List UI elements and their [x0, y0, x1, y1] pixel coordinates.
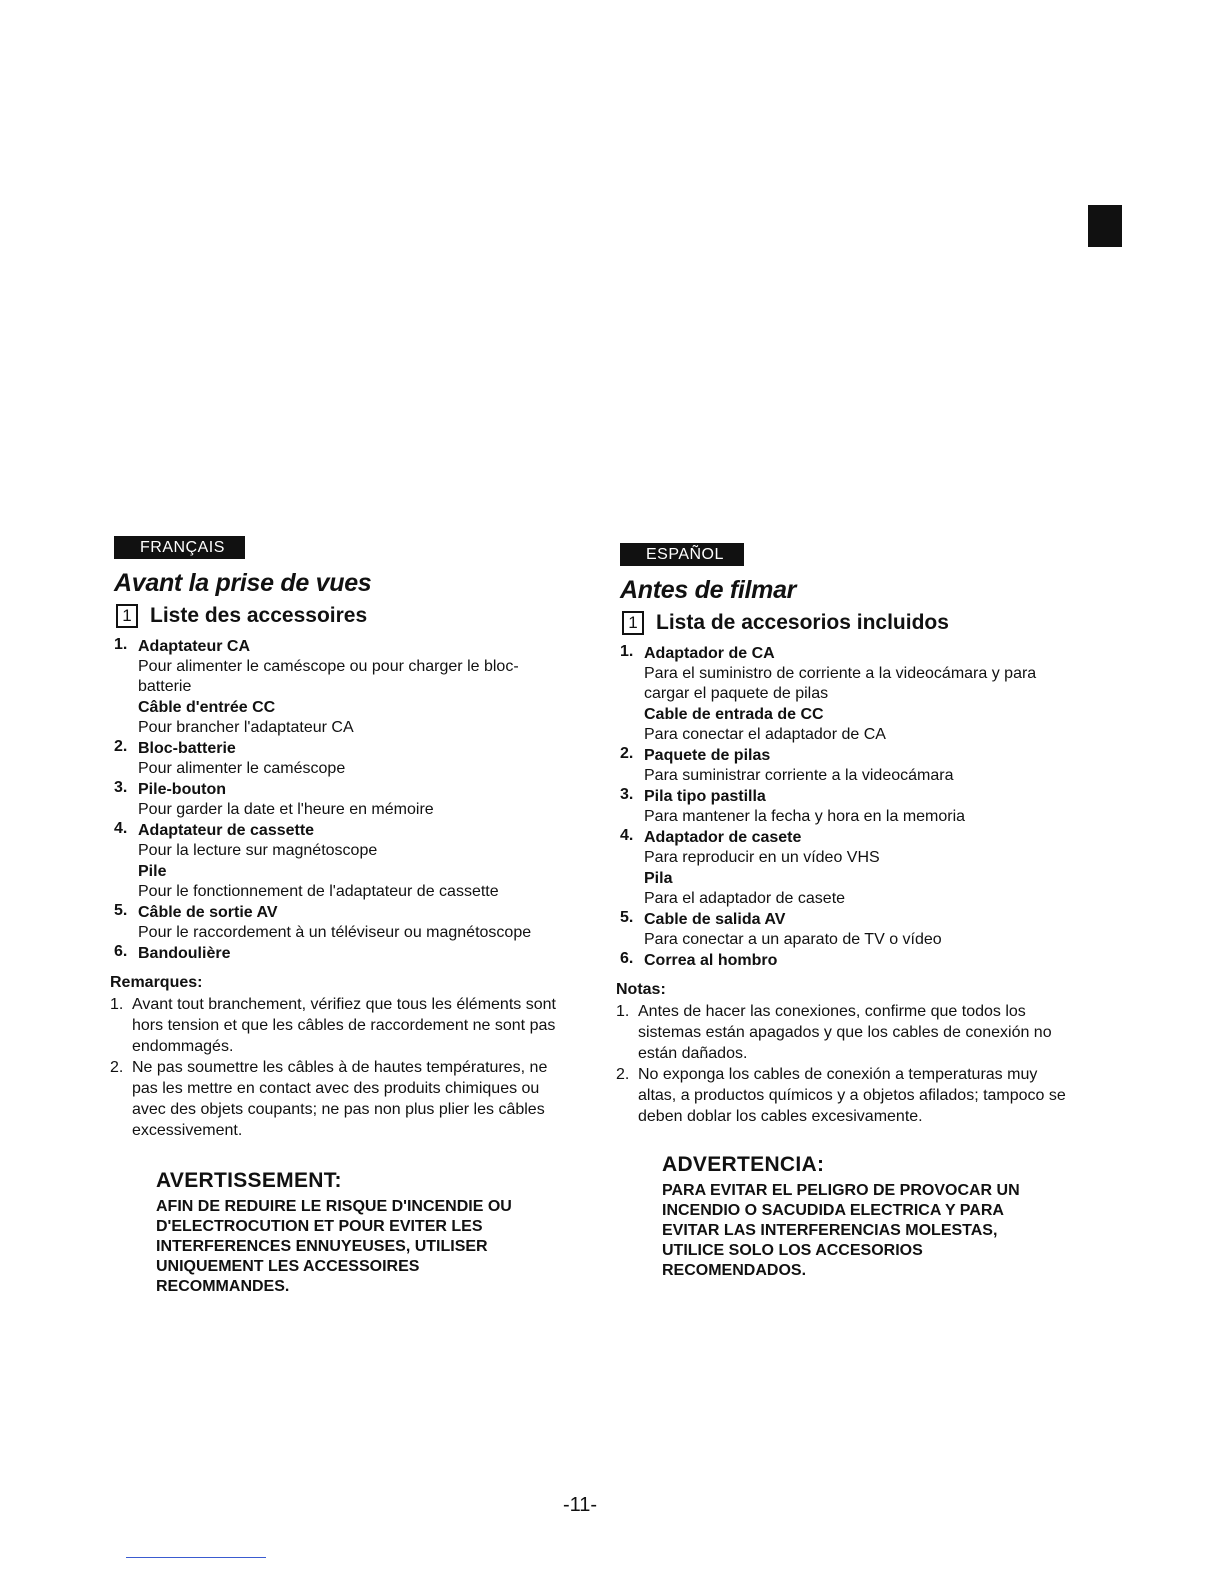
item-name: Cable de salida AV [644, 911, 786, 928]
list-item [614, 643, 1074, 745]
corner-tab-mark [1088, 205, 1122, 247]
note-text: No exponga los cables de conexión a temperaturas muy altas, a productos químicos y a objetos afilados; tampoco se deben doblar los cables excesivamente. [638, 1066, 1066, 1125]
note-text: Ne pas soumettre les câbles à de hautes températures, ne pas les mettre en contact avec des produits chimiques ou avec des objets coupants; ne pas non plus plier les câbles excessivement. [132, 1059, 548, 1139]
subsection-header-espanol [622, 611, 1074, 635]
section-number-box: 1 [622, 611, 644, 635]
warning-text: AFIN DE REDUIRE LE RISQUE D'INCENDIE OU D'ELECTROCUTION ET POUR EVITER LES INTERFERENCES ENNUYEUSES, UTILISER UNIQUEMENT LES ACCESSOIRES RECOMMANDES. [156, 1198, 512, 1295]
list-item [108, 902, 568, 943]
item-number: 5. [114, 902, 128, 919]
notes-title: Remarques: [110, 974, 203, 991]
item-number: 5. [620, 909, 634, 926]
page-title-francais: Avant la prise de vues [114, 569, 372, 597]
accessory-list-francais [108, 636, 568, 964]
note-number: 2. [616, 1066, 630, 1083]
item-number: 3. [114, 779, 128, 796]
warning-block-francais [156, 1169, 568, 1297]
item-number: 3. [620, 786, 634, 803]
item-number: 6. [114, 943, 128, 960]
item-name: Adaptateur CA [138, 638, 251, 655]
notes-list-espanol [614, 1001, 1074, 1127]
item-sub-description: Pour le fonctionnement de l'adaptateur de cassette [138, 883, 499, 900]
espanol-column [614, 543, 1074, 1281]
item-name: Correa al hombro [644, 952, 778, 969]
lang-badge-francais: FRANÇAIS [114, 536, 245, 559]
note-text: Avant tout branchement, vérifiez que tous les éléments sont hors tension et que les câbles de raccordement ne sont pas endommagés. [132, 996, 556, 1055]
list-item [108, 779, 568, 820]
list-item [108, 820, 568, 902]
page-number: -11- [562, 1494, 598, 1516]
item-name: Adaptador de casete [644, 829, 802, 846]
item-description: Pour garder la date et l'heure en mémoire [138, 801, 434, 818]
subsection-title: Liste des accessoires [150, 604, 368, 627]
item-description: Para suministrar corriente a la videocámara [644, 767, 954, 784]
note-item [614, 1064, 1074, 1127]
item-number: 2. [114, 738, 128, 755]
list-item [614, 950, 1074, 971]
notes-title: Notas: [616, 981, 666, 998]
warning-text: PARA EVITAR EL PELIGRO DE PROVOCAR UN INCENDIO O SACUDIDA ELECTRICA Y PARA EVITAR LAS INTERFERENCIAS MOLESTAS, UTILICE SOLO LOS ACCESORIOS RECOMENDADOS. [662, 1182, 1020, 1279]
francais-column [108, 536, 568, 1297]
footer-divider [126, 1557, 266, 1558]
note-number: 2. [110, 1059, 124, 1076]
list-item [108, 943, 568, 964]
note-item [108, 1057, 568, 1141]
warning-title: AVERTISSEMENT: [156, 1169, 342, 1192]
item-description: Pour alimenter le caméscope [138, 760, 346, 777]
item-sub-name: Câble d'entrée CC [138, 699, 276, 716]
item-description: Para el suministro de corriente a la videocámara y para cargar el paquete de pilas [644, 665, 1037, 702]
note-item [614, 1001, 1074, 1064]
list-item [614, 909, 1074, 950]
item-name: Pile-bouton [138, 781, 226, 798]
section-number-box: 1 [116, 604, 138, 628]
item-number: 2. [620, 745, 634, 762]
item-sub-description: Para el adaptador de casete [644, 890, 846, 907]
list-item [108, 636, 568, 738]
item-name: Adaptateur de cassette [138, 822, 315, 839]
item-name: Paquete de pilas [644, 747, 771, 764]
item-sub-name: Pile [138, 863, 167, 880]
item-sub-name: Pila [644, 870, 673, 887]
list-item [614, 827, 1074, 909]
item-description: Pour le raccordement à un téléviseur ou magnétoscope [138, 924, 532, 941]
item-number: 1. [114, 636, 128, 653]
note-text: Antes de hacer las conexiones, confirme que todos los sistemas están apagados y que los cables de conexión no están dañados. [638, 1003, 1052, 1062]
item-number: 1. [620, 643, 634, 660]
item-name: Câble de sortie AV [138, 904, 278, 921]
item-name: Adaptador de CA [644, 645, 775, 662]
subsection-title: Lista de accesorios incluidos [656, 611, 949, 634]
item-description: Para conectar a un aparato de TV o vídeo [644, 931, 942, 948]
item-name: Pila tipo pastilla [644, 788, 766, 805]
item-description: Pour la lecture sur magnétoscope [138, 842, 378, 859]
note-item [108, 994, 568, 1057]
item-name: Bandoulière [138, 945, 231, 962]
lang-badge-espanol: ESPAÑOL [620, 543, 744, 566]
item-sub-name: Cable de entrada de CC [644, 706, 824, 723]
page-title-espanol: Antes de filmar [620, 576, 797, 604]
subsection-header-francais [116, 604, 568, 628]
note-number: 1. [110, 996, 124, 1013]
list-item [614, 786, 1074, 827]
list-item [614, 745, 1074, 786]
list-item [108, 738, 568, 779]
item-number: 6. [620, 950, 634, 967]
accessory-list-espanol [614, 643, 1074, 971]
item-number: 4. [620, 827, 634, 844]
item-description: Para reproducir en un vídeo VHS [644, 849, 880, 866]
note-number: 1. [616, 1003, 630, 1020]
notes-list-francais [108, 994, 568, 1141]
item-number: 4. [114, 820, 128, 837]
item-description: Pour alimenter le caméscope ou pour charger le bloc-batterie [138, 658, 519, 695]
item-name: Bloc-batterie [138, 740, 236, 757]
item-sub-description: Pour brancher l'adaptateur CA [138, 719, 354, 736]
item-sub-description: Para conectar el adaptador de CA [644, 726, 886, 743]
item-description: Para mantener la fecha y hora en la memoria [644, 808, 966, 825]
warning-title: ADVERTENCIA: [662, 1153, 825, 1176]
warning-block-espanol [662, 1153, 1074, 1281]
